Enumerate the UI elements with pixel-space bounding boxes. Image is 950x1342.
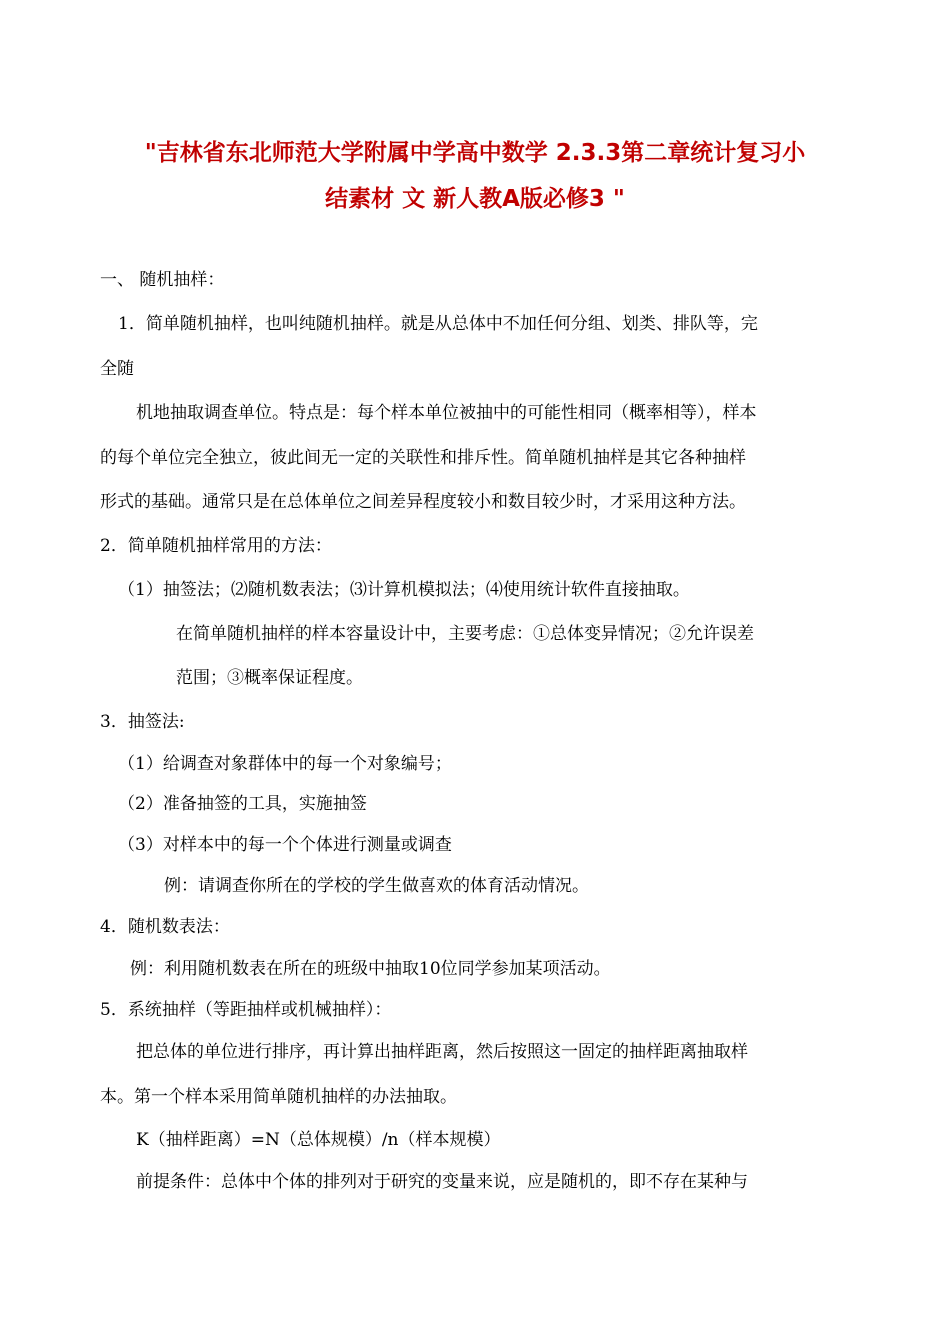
- paragraph-line: 的每个单位完全独立，彼此间无一定的关联性和排斥性。简单随机抽样是其它各种抽样: [100, 448, 746, 468]
- paragraph-line: 机地抽取调查单位。特点是：每个样本单位被抽中的可能性相同（概率相等），样本: [136, 403, 757, 423]
- example-line: 例：请调查你所在的学校的学生做喜欢的体育活动情况。: [164, 876, 589, 896]
- paragraph-line: 1．简单随机抽样，也叫纯随机抽样。就是从总体中不加任何分组、划类、排队等，完: [118, 314, 758, 334]
- section-heading-random-sampling: 一、 随机抽样：: [100, 270, 225, 290]
- subheading-line: 3．抽签法:: [100, 712, 185, 732]
- paragraph-line: 前提条件：总体中个体的排列对于研究的变量来说，应是随机的，即不存在某种与: [136, 1172, 748, 1192]
- list-item: （3）对样本中的每一个个体进行测量或调查: [118, 835, 452, 855]
- list-item: （2）准备抽签的工具，实施抽签: [118, 794, 367, 814]
- subheading-line: 4．随机数表法：: [100, 917, 230, 937]
- example-line: 例：利用随机数表在所在的班级中抽取10位同学参加某项活动。: [130, 959, 611, 979]
- document-title-line-2: 结素材 文 新人教A版必修3 ": [325, 186, 625, 212]
- paragraph-line: 在简单随机抽样的样本容量设计中，主要考虑：①总体变异情况；②允许误差: [176, 624, 754, 644]
- paragraph-line: 本。第一个样本采用简单随机抽样的办法抽取。: [100, 1087, 457, 1107]
- subheading-line: 5．系统抽样（等距抽样或机械抽样）：: [100, 1000, 392, 1020]
- paragraph-line: （1）抽签法；⑵随机数表法；⑶计算机模拟法；⑷使用统计软件直接抽取。: [118, 580, 690, 600]
- list-item: （1）给调查对象群体中的每一个对象编号；: [118, 754, 452, 774]
- paragraph-line: 范围；③概率保证程度。: [176, 668, 363, 688]
- document-title-line-1: "吉林省东北师范大学附属中学高中数学 2.3.3第二章统计复习小: [144, 140, 806, 166]
- formula-line: K（抽样距离）=N（总体规模）/n（样本规模）: [136, 1130, 501, 1150]
- paragraph-line: 形式的基础。通常只是在总体单位之间差异程度较小和数目较少时，才采用这种方法。: [100, 492, 746, 512]
- paragraph-line: 全随: [100, 359, 134, 379]
- paragraph-line: 把总体的单位进行排序，再计算出抽样距离，然后按照这一固定的抽样距离抽取样: [136, 1042, 748, 1062]
- subheading-line: 2．简单随机抽样常用的方法：: [100, 536, 332, 556]
